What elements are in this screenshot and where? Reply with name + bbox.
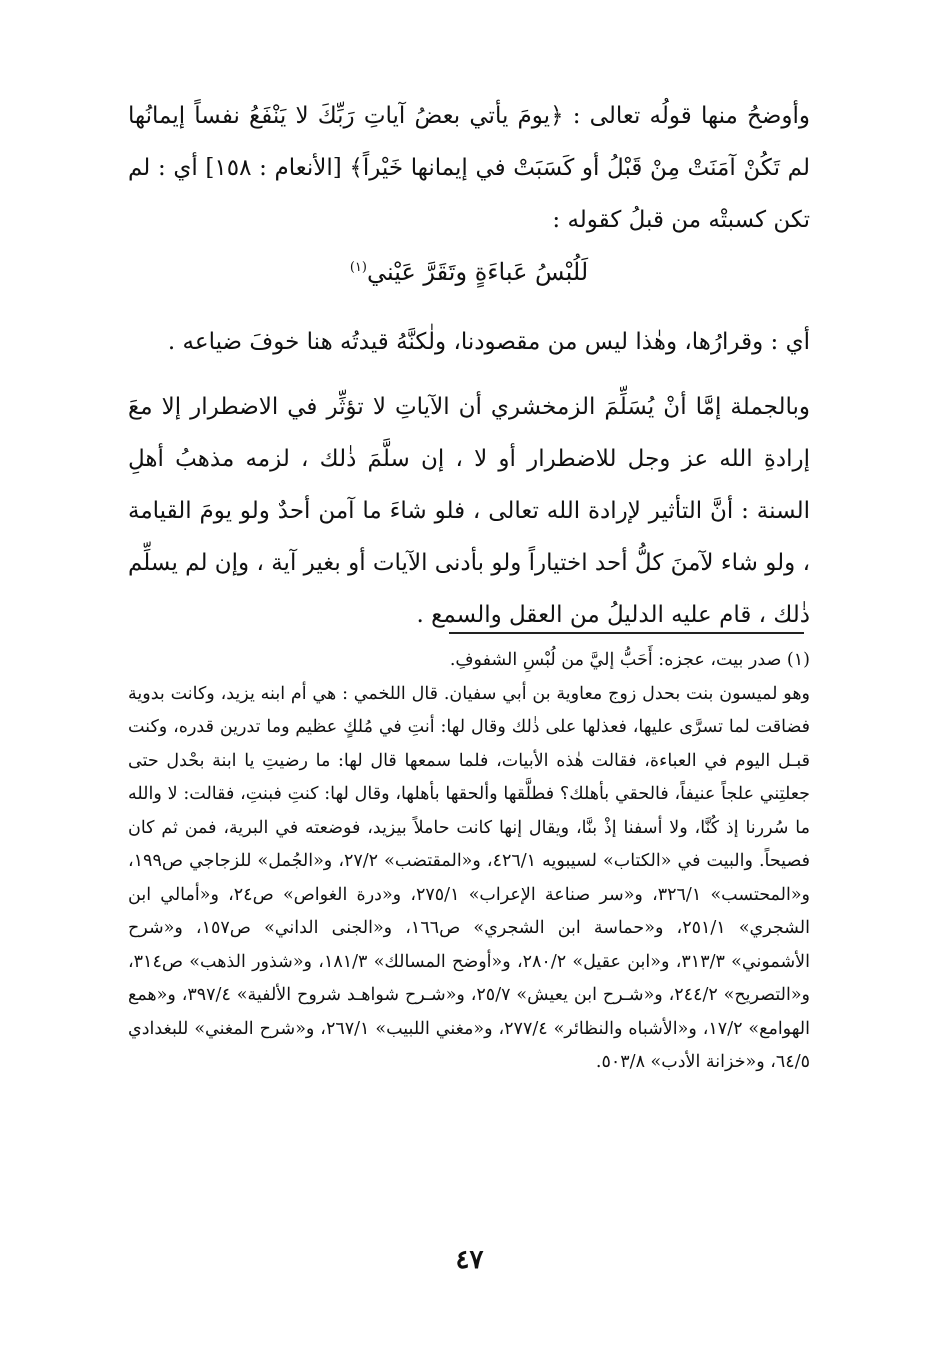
footnote-1: (١) صدر بيت، عجزه: أَحَبُّ إليَّ من لُبْسِ الشفوفِ. xyxy=(449,650,810,670)
paragraph-conclusion: وبالجملة إمَّا أنْ يُسَلِّمَ الزمخشري أن الآياتِ لا تؤثِّر في الاضطرار إلا معَ إرادةِ الله عز وجل للاضطرار أو لا ، إن سلَّمَ ذٰلك ، لزمه مذهبُ أهلِ السنة : أنَّ التأثير لإرادة الله تعالى ، فلو شاءَ ما آمن أحدٌ ولو يومَ القيامة ، ولو شاء لآمنَ كلُّ أحد اختياراً ولو بأدنى الآيات أو بغير آية ، وإن لم يسلِّم ذٰلك ، قام عليه الدليلُ من العقل والسمع . xyxy=(128,394,810,628)
poetry-verse-text: لَلُبْسُ عَباءَةٍ وتَقَرَّ عَيْني xyxy=(366,258,589,286)
paragraph-explanation: أي : وقرارُها، وهٰذا ليس من مقصودنا، ولٰكنَّهُ قيدتُه هنا خوفَ ضياعه . xyxy=(167,329,810,355)
footnote-1-commentary: وهو لميسون بنت بحدل زوج معاوية بن أبي سفيان. قال اللخمي : هي أم ابنه يزيد، وكانت بدوية فضاقت لما تسرَّى عليها، فعذلها على ذٰلك وقال لها: أنتِ في مُلكٍ عظيم وما تدرين قدره، وكنت قبـل اليوم في العباءة، فقالت هٰذه الأبيات، فلما سمعها قال لها: ما رضيتِ يا ابنة بحْدل حتى جعلتِني علجاً عنيفاً، فالحقي بأهلك؟ فطلَّقها وألحقها بأهلها، وقال لها: كنتِ فبنتِ، فقالت: لا والله ما سُررنا إذ كُنَّا، ولا أسفنا إذْ بنَّا، ويقال إنها كانت حاملاً بيزيد، فوضعته في البرية، فمن ثم كان فصيحاً. والبيت في «الكتاب» لسيبويه ٤٢٦/١، و«المقتضب» ٢٧/٢، و«الجُمل» للزجاجي ص١٩٩، و«المحتسب» ٣٢٦/١، و«سر صناعة الإعراب» ٢٧٥/١، و«درة الغواص» ص٢٤، و«أمالي ابن الشجري» ٢٥١/١، و«حماسة ابن الشجري» ص١٦٦، و«الجنى الداني» ص١٥٧، و«شرح الأشموني» ٣١٣/٣، و«ابن عقيل» ٢٨٠/٢، و«أوضح المسالك» ١٨١/٣، و«شذور الذهب» ص٣١٤، و«التصريح» ٢٤٤/٢، و«شـرح ابن يعيش» ٢٥/٧، و«شـرح شواهـد شروح الألفية» ٣٩٧/٤، و«همع الهوامع» ١٧/٢، و«الأشباه والنظائر» ٢٧٧/٤، و«مغني اللبيب» ٢٦٧/١، و«شرح المغني» للبغدادي ٦٤/٥، و«خزانة الأدب» ٥٠٣/٨. xyxy=(128,683,811,1072)
page-number: ٤٧ xyxy=(455,1245,484,1275)
poetry-verse xyxy=(128,248,810,292)
footnotes xyxy=(128,644,810,1080)
paragraph-quran-verse: وأوضحُ منها قولُه تعالى : ﴿يومَ يأتي بعضُ آياتِ رَبِّكَ لا يَنْفَعُ نفساً إيمانُها لم تَكُنْ آمَنَتْ مِنْ قَبْلُ أو كَسَبَتْ في إيمانها خَيْراً﴾ [الأنعام : ١٥٨] أي : لم تكن كسبتْه من قبلُ كقوله : xyxy=(128,103,810,233)
footnote-reference: (١) xyxy=(349,260,367,275)
footnote-divider xyxy=(449,632,804,634)
